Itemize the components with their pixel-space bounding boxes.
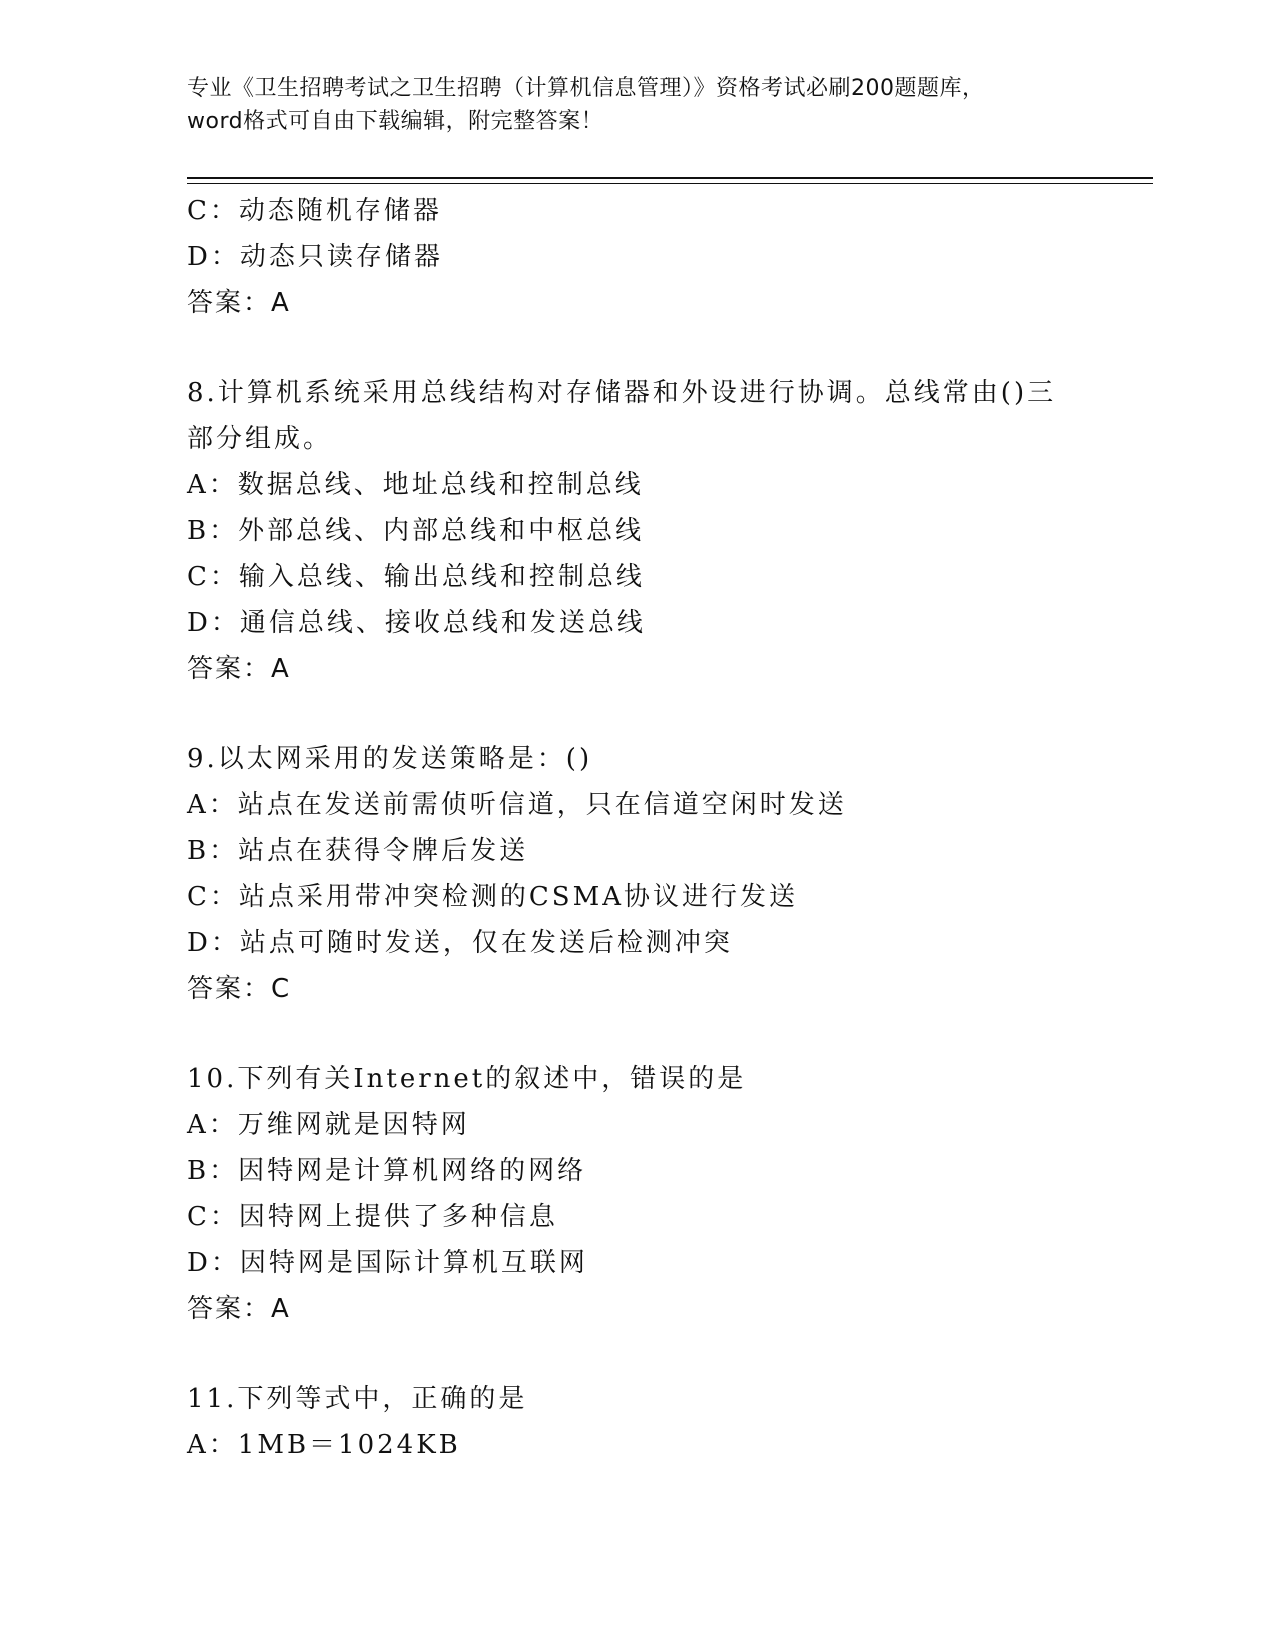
- question-content: [187, 188, 1087, 1468]
- question-11: [187, 1376, 1087, 1468]
- spacer: [187, 692, 1087, 736]
- header-divider-thin: [187, 183, 1153, 184]
- option-b: B：站点在获得令牌后发送: [187, 836, 529, 866]
- option-d: D：动态只读存储器: [187, 242, 443, 272]
- question-stem: 部分组成。: [187, 424, 333, 454]
- question-10: [187, 1056, 1087, 1332]
- question-stem: 8.计算机系统采用总线结构对存储器和外设进行协调。总线常由()三: [187, 378, 1057, 408]
- answer-line: 答案：A: [187, 1294, 291, 1324]
- question-7-fragment: [187, 188, 1087, 326]
- spacer: [187, 1012, 1087, 1056]
- question-8: [187, 370, 1087, 692]
- header-divider-thick: [187, 177, 1153, 179]
- option-b: B：因特网是计算机网络的网络: [187, 1156, 587, 1186]
- option-a: A：万维网就是因特网: [187, 1110, 470, 1140]
- header-line-1: 专业《卫生招聘考试之卫生招聘（计算机信息管理）》资格考试必刷200题题库，: [187, 76, 985, 101]
- spacer: [187, 326, 1087, 370]
- option-b: B：外部总线、内部总线和中枢总线: [187, 516, 645, 546]
- option-a: A：数据总线、地址总线和控制总线: [187, 470, 644, 500]
- spacer: [187, 1332, 1087, 1376]
- option-c: C：因特网上提供了多种信息: [187, 1202, 558, 1232]
- option-c: C：站点采用带冲突检测的CSMA协议进行发送: [187, 882, 798, 912]
- question-stem: 10.下列有关Internet的叙述中，错误的是: [187, 1064, 747, 1094]
- option-c: C：动态随机存储器: [187, 196, 442, 226]
- question-9: [187, 736, 1087, 1012]
- document-header: [187, 72, 1087, 138]
- answer-line: 答案：A: [187, 654, 291, 684]
- option-d: D：通信总线、接收总线和发送总线: [187, 608, 646, 638]
- option-a: A：1MB＝1024KB: [187, 1430, 461, 1460]
- option-d: D：站点可随时发送，仅在发送后检测冲突: [187, 928, 733, 958]
- option-a: A：站点在发送前需侦听信道，只在信道空闲时发送: [187, 790, 847, 820]
- header-line-2: word格式可自由下载编辑，附完整答案！: [187, 109, 604, 134]
- answer-line: 答案：A: [187, 288, 291, 318]
- question-stem: 9.以太网采用的发送策略是：(): [187, 744, 593, 774]
- question-stem: 11.下列等式中，正确的是: [187, 1384, 528, 1414]
- option-d: D：因特网是国际计算机互联网: [187, 1248, 588, 1278]
- answer-line: 答案：C: [187, 974, 292, 1004]
- option-c: C：输入总线、输出总线和控制总线: [187, 562, 645, 592]
